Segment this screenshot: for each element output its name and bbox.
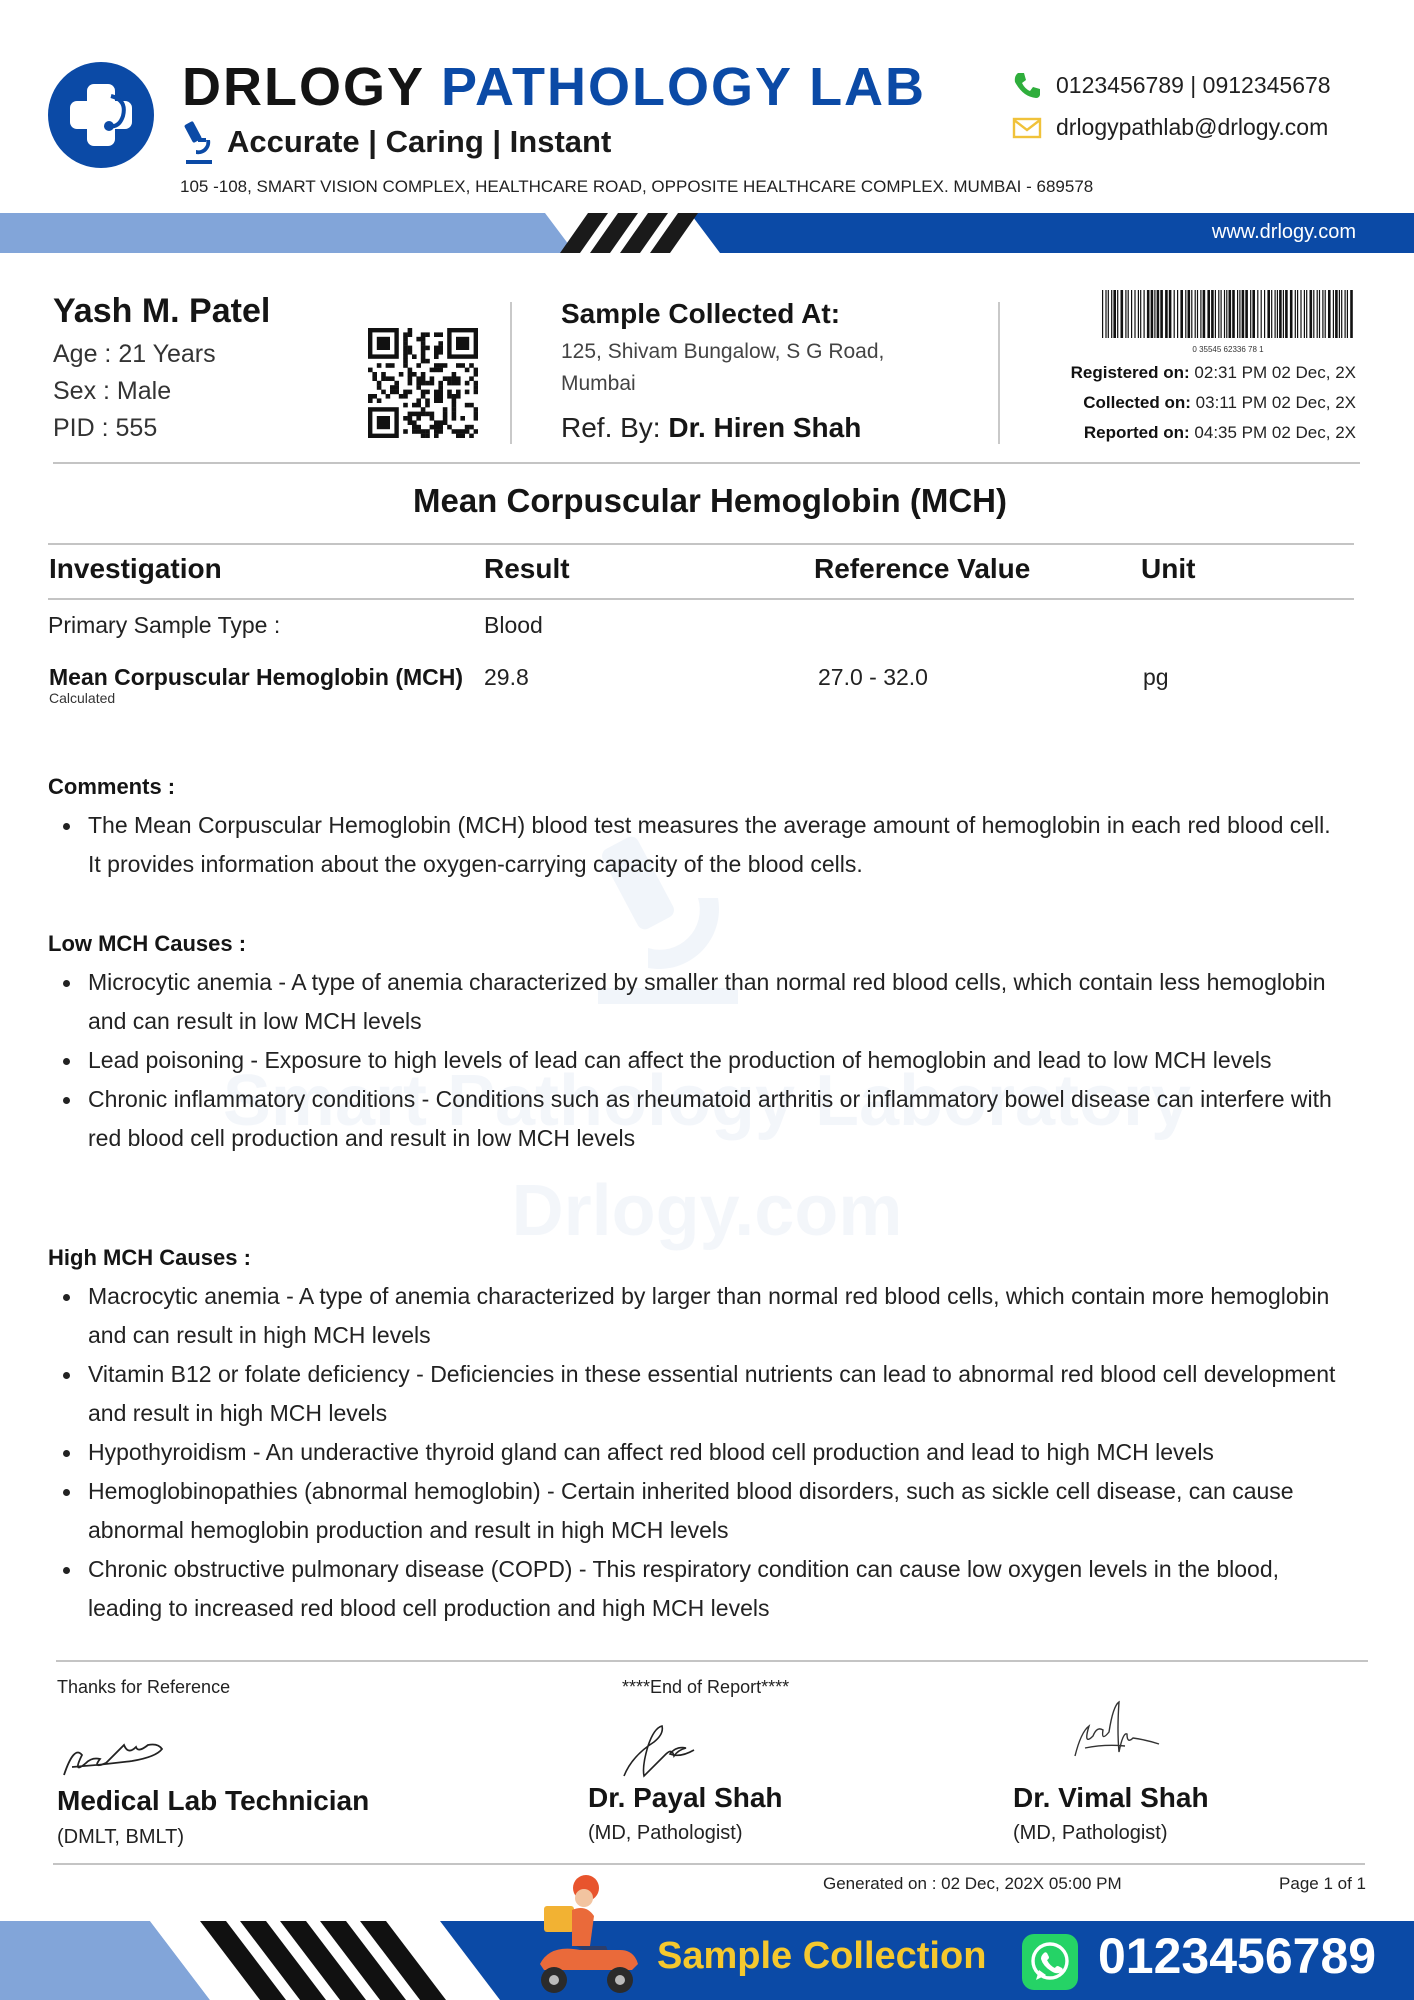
low-causes-heading: Low MCH Causes : (48, 931, 247, 956)
list-item: Macrocytic anemia - A type of anemia characterized by larger than normal red blood cells, which contain more hemoglobin and can result in high MCH levels (48, 1277, 1338, 1355)
doctor2-signature (1075, 1702, 1159, 1756)
website-link[interactable]: www.drlogy.com (1211, 221, 1356, 243)
doctor1-degree: (MD, Pathologist) (588, 1822, 743, 1844)
end-of-report: ****End of Report**** (622, 1677, 790, 1697)
header-result: Result (484, 553, 570, 584)
reported-label: Reported on: (1083, 423, 1190, 442)
lab-logo-icon (48, 62, 154, 168)
lab-brand-name (182, 56, 926, 118)
comments-list (48, 806, 1338, 884)
low-causes-list (48, 963, 1338, 1158)
patient-pid: PID : 555 (53, 414, 158, 442)
collected-value: 03:11 PM 02 Dec, 2X (1195, 393, 1356, 412)
list-item: Chronic inflammatory conditions - Conditions such as rheumatoid arthritis or inflammatory bowel disease can interfere with red blood cell production and result in low MCH levels (48, 1080, 1338, 1158)
test-reference: 27.0 - 32.0 (818, 664, 928, 690)
sample-collected-title: Sample Collected At: (561, 298, 841, 329)
sample-address: 125, Shivam Bungalow, S G Road, Mumbai (561, 340, 885, 395)
comments-heading: Comments : (48, 774, 176, 799)
sample-type-value: Blood (484, 612, 543, 638)
list-item: Lead poisoning - Exposure to high levels of lead can affect the production of hemoglobin and lead to low MCH levels (48, 1041, 1338, 1080)
divider (53, 462, 1360, 464)
contact-phone (1012, 70, 1331, 100)
high-causes-heading: High MCH Causes : (48, 1245, 251, 1270)
divider (998, 302, 1000, 444)
patient-name: Yash M. Patel (53, 292, 271, 330)
watermark-website (0, 1170, 1414, 1252)
collected-label: Collected on: (1083, 393, 1191, 412)
footer-phone-number[interactable]: 0123456789 (1098, 1928, 1377, 1984)
doctor1-name: Dr. Payal Shah (588, 1782, 783, 1813)
brand-part2: PATHOLOGY LAB (441, 57, 927, 117)
list-item: Chronic obstructive pulmonary disease (COPD) - This respiratory condition can cause low oxygen levels in the blood, leading to increased red blood cell production and high MCH levels (48, 1550, 1338, 1628)
contact-email (1012, 114, 1328, 141)
divider (56, 1660, 1368, 1662)
report-dates (1071, 358, 1356, 448)
sample-collection-label: Sample Collection (657, 1935, 987, 1977)
referred-by (561, 412, 861, 444)
test-title: Mean Corpuscular Hemoglobin (MCH) (412, 482, 1008, 519)
lab-tagline: Accurate | Caring | Instant (227, 124, 612, 159)
whatsapp-icon (1022, 1934, 1078, 1990)
registered-value: 02:31 PM 02 Dec, 2X (1194, 363, 1356, 382)
lab-address: 105 -108, SMART VISION COMPLEX, HEALTHCARE ROAD, OPPOSITE HEALTHCARE COMPLEX. MUMBAI - 689578 (180, 177, 1094, 196)
generated-on: Generated on : 02 Dec, 202X 05:00 PM (823, 1874, 1122, 1893)
email-address: drlogypathlab@drlogy.com (1056, 114, 1329, 140)
patient-age: Age : 21 Years (53, 340, 216, 368)
mail-icon (1012, 116, 1042, 140)
sample-type-label: Primary Sample Type : (48, 612, 281, 638)
list-item: The Mean Corpuscular Hemoglobin (MCH) blood test measures the average amount of hemoglobin in each red blood cell. It provides information about the oxygen-carrying capacity of the blood cells. (48, 806, 1338, 884)
list-item: Microcytic anemia - A type of anemia characterized by smaller than normal red blood cells, which contain less hemoglobin and can result in low MCH levels (48, 963, 1338, 1041)
doctor2-degree: (MD, Pathologist) (1013, 1822, 1168, 1844)
test-name: Mean Corpuscular Hemoglobin (MCH) (49, 664, 464, 690)
microscope-icon (182, 120, 218, 164)
header-reference: Reference Value (814, 553, 1031, 584)
header-unit: Unit (1141, 553, 1196, 584)
test-method: Calculated (49, 690, 116, 706)
phone-numbers: 0123456789 | 0912345678 (1056, 71, 1331, 98)
barcode-icon (1102, 290, 1354, 338)
header-band (0, 213, 1414, 253)
page-number: Page 1 of 1 (1279, 1874, 1366, 1893)
list-item: Vitamin B12 or folate deficiency - Deficiencies in these essential nutrients can lead to abnormal red blood cell development and result in high MCH levels (48, 1355, 1338, 1433)
phone-icon (1012, 70, 1042, 100)
technician-name: Medical Lab Technician (57, 1785, 370, 1816)
divider (510, 302, 512, 444)
barcode-number: 0 35545 62336 78 1 (1192, 345, 1264, 354)
ref-doctor: Dr. Hiren Shah (668, 412, 862, 443)
doctor2-name: Dr. Vimal Shah (1013, 1782, 1209, 1813)
divider (53, 1863, 1365, 1865)
thanks-text: Thanks for Reference (57, 1677, 231, 1697)
technician-degree: (DMLT, BMLT) (57, 1826, 185, 1848)
qr-code-icon (368, 328, 478, 438)
test-result: 29.8 (484, 664, 529, 690)
delivery-rider-icon (520, 1872, 644, 2000)
divider (48, 543, 1354, 545)
patient-sex: Sex : Male (53, 377, 172, 405)
list-item: Hemoglobinopathies (abnormal hemoglobin) - Certain inherited blood disorders, such as sickle cell disease, can cause abnormal hemoglobin production and result in high MCH levels (48, 1472, 1338, 1550)
reported-value: 04:35 PM 02 Dec, 2X (1194, 423, 1356, 442)
high-causes-list (48, 1277, 1338, 1628)
list-item: Hypothyroidism - An underactive thyroid gland can affect red blood cell production and lead to high MCH levels (48, 1433, 1338, 1472)
brand-part1: DRLOGY (182, 57, 425, 117)
registered-label: Registered on: (1070, 363, 1190, 382)
test-unit: pg (1143, 664, 1169, 690)
divider (48, 598, 1354, 600)
doctor1-signature (624, 1726, 694, 1776)
technician-signature (60, 1735, 190, 1785)
header-investigation: Investigation (49, 553, 222, 584)
ref-label: Ref. By: (561, 412, 661, 443)
